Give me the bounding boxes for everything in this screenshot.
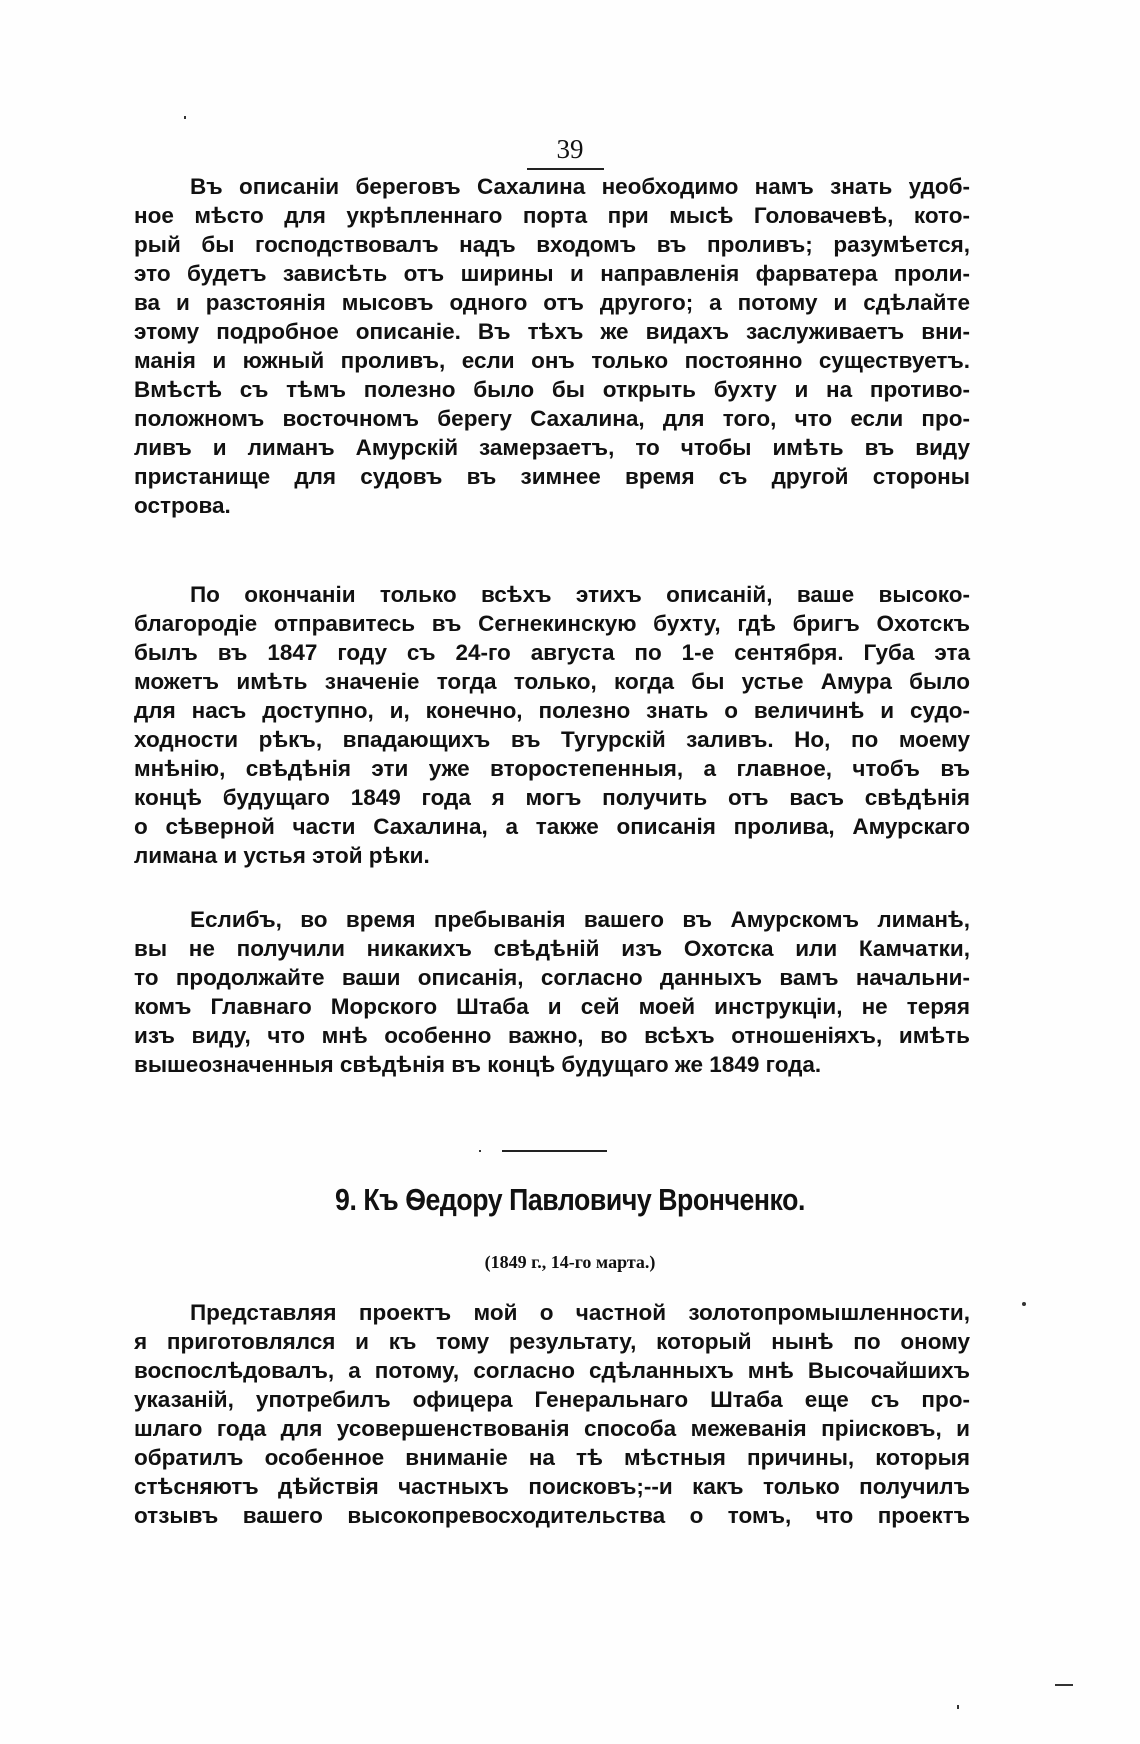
text-line: положномъ восточномъ берегу Сахалина, для того, что если про- — [134, 406, 970, 431]
page-number: 39 — [556, 134, 584, 164]
text-line: вы не получили никакихъ свѣдѣній изъ Охотска или Камчатки, — [134, 936, 970, 961]
section-dateline: (1849 г., 14-го марта.) — [484, 1252, 656, 1272]
text-line: о сѣверной части Сахалина, а также описанія пролива, Амурскаго — [134, 814, 970, 839]
text-line: Въ описаніи береговъ Сахалина необходимо намъ знать удоб- — [190, 174, 970, 199]
text-line: рый бы господствовалъ надъ входомъ въ проливъ; разумѣется, — [134, 232, 970, 257]
text-line: По окончаніи только всѣхъ этихъ описаній, ваше высоко- — [190, 582, 970, 607]
text-line: то продолжайте ваши описанія, согласно данныхъ вамъ начальни- — [134, 965, 970, 990]
text-line: острова. — [134, 493, 231, 518]
text-line: ливъ и лиманъ Амурскій замерзаетъ, то чтобы имѣть въ виду — [134, 435, 970, 460]
text-line: лимана и устья этой рѣки. — [134, 843, 430, 868]
text-line: стѣсняютъ дѣйствія частныхъ поисковъ;--и какъ только получилъ — [134, 1474, 970, 1499]
text-line: отзывъ вашего высокопревосходительства о томъ, что проектъ — [134, 1503, 970, 1528]
paragraph-1 — [134, 172, 970, 520]
separator-dot — [479, 1150, 481, 1152]
paragraph-2 — [134, 580, 970, 870]
page-number-underline — [527, 168, 604, 170]
text-line: Вмѣстѣ съ тѣмъ полезно было бы открыть бухту и на противо- — [134, 377, 970, 402]
section-separator-rule — [502, 1150, 607, 1152]
text-line: ходности рѣкъ, впадающихъ въ Тугурскій заливъ. Но, по моему — [134, 727, 970, 752]
text-line: воспослѣдовалъ, а потому, согласно сдѣланныхъ мнѣ Высочайшихъ — [134, 1358, 970, 1383]
paragraph-3 — [134, 905, 970, 1079]
text-line: ва и разстоянія мысовъ одного отъ другого; а потому и сдѣлайте — [134, 290, 970, 315]
text-line: этому подробное описаніе. Въ тѣхъ же видахъ заслуживаетъ вни- — [134, 319, 970, 344]
text-line: благородіе отправитесь въ Сегнекинскую бухту, гдѣ бригъ Охотскъ — [134, 611, 970, 636]
text-line: шлаго года для усовершенствованія способа межеванія пріисковъ, и — [134, 1416, 970, 1441]
text-line: указаній, употребилъ офицера Генеральнаго Штаба еще съ про- — [134, 1387, 970, 1412]
text-line: Еслибъ, во время пребыванія вашего въ Амурскомъ лиманѣ, — [190, 907, 970, 932]
text-line: комъ Главнаго Морского Штаба и сей моей инструкціи, не теряя — [134, 994, 970, 1019]
text-line: я приготовлялся и къ тому результату, который нынѣ по оному — [134, 1329, 970, 1354]
text-line: манія и южный проливъ, если онъ только постоянно существуетъ. — [134, 348, 970, 373]
text-line: изъ виду, что мнѣ особенно важно, во всѣхъ отношеніяхъ, имѣть — [134, 1023, 970, 1048]
scan-mark — [957, 1705, 959, 1709]
text-line: пристанище для судовъ въ зимнее время съ другой стороны — [134, 464, 970, 489]
section-paragraph-1 — [134, 1298, 970, 1530]
text-line: Представляя проектъ мой о частной золотопромышленности, — [190, 1300, 970, 1325]
text-line: ное мѣсто для укрѣпленнаго порта при мысѣ Головачевѣ, кото- — [134, 203, 970, 228]
text-line: это будетъ зависѣть отъ ширины и направленія фарватера проли- — [134, 261, 970, 286]
text-line: вышеозначенныя свѣдѣнія въ концѣ будущаго же 1849 года. — [134, 1052, 822, 1077]
scan-mark — [184, 116, 186, 119]
text-line: былъ въ 1847 году съ 24-го августа по 1-е сентября. Губа эта — [134, 640, 970, 665]
text-line: можетъ имѣть значеніе тогда только, когда бы устье Амура было — [134, 669, 970, 694]
scan-mark — [1022, 1302, 1026, 1306]
scan-mark — [1055, 1684, 1073, 1686]
text-line: для насъ доступно, и, конечно, полезно знать о величинѣ и судо- — [134, 698, 970, 723]
text-line: обратилъ особенное вниманіе на тѣ мѣстныя причины, которыя — [134, 1445, 970, 1470]
text-line: мнѣнію, свѣдѣнія эти уже второстепенныя, а главное, чтобъ въ — [134, 756, 970, 781]
section-heading: 9. Къ Ѳедору Павловичу Вронченко. — [335, 1182, 805, 1217]
text-line: концѣ будущаго 1849 года я могъ получить отъ васъ свѣдѣнія — [134, 785, 970, 810]
